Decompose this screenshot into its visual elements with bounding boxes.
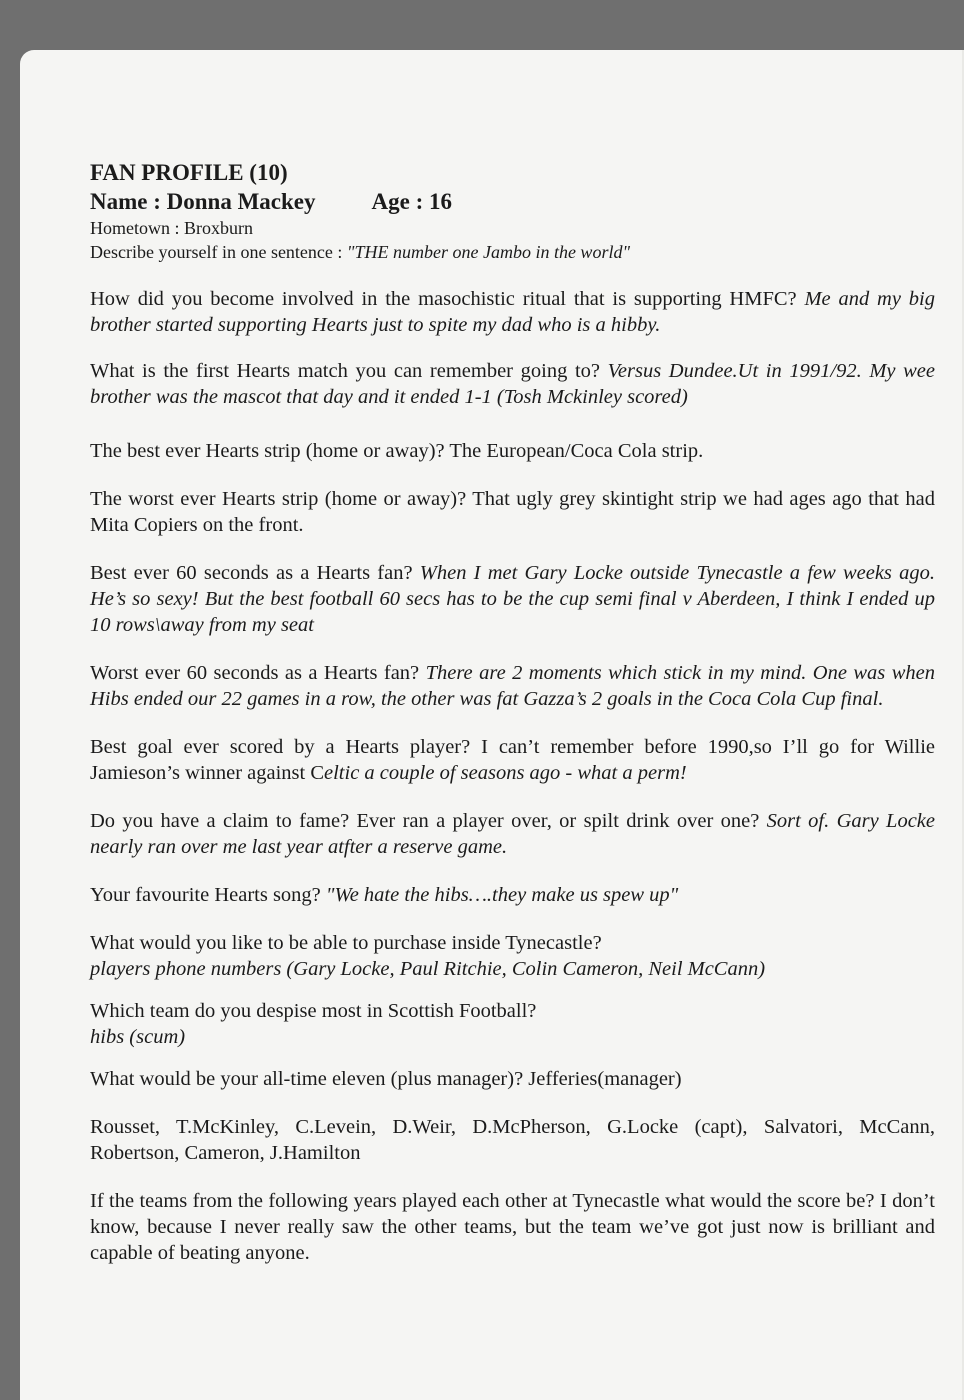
describe-question: Describe yourself in one sentence :	[90, 242, 347, 262]
answer: There are 2 moments which stick in my mind. One was when Hibs ended our 22 games in a row, the other was fat Gazza’s 2 goals in the Coca Cola Cup final.	[90, 662, 935, 710]
qa-item	[90, 882, 935, 908]
question: Which team do you despise most in Scottish Football?	[90, 1000, 537, 1022]
answer: When I met Gary Locke outside Tynecastle a few weeks ago. He’s so sexy! But the best football 60 secs has to be the cup semi final v Aberdeen, I think I ended up 10 rows\away from my seat	[90, 562, 935, 636]
qa-item	[90, 358, 935, 410]
qa-item	[90, 560, 935, 638]
qa-item	[90, 1188, 935, 1266]
qa-item	[90, 1066, 935, 1092]
describe-line	[90, 240, 935, 264]
question: If the teams from the following years played each other at Tynecastle what would the score be? I don’t know, because I never really saw the other teams, but the team we’ve got just now is brilliant and capable of beating anyone.	[90, 1190, 935, 1264]
question: How did you become involved in the masochistic ritual that is supporting HMFC?	[90, 288, 805, 310]
age-text: Age : 16	[371, 189, 452, 214]
team-list: Rousset, T.McKinley, C.Levein, D.Weir, D.McPherson, G.Locke (capt), Salvatori, McCann, Robertson, Cameron, J.Hamilton	[90, 1116, 935, 1164]
qa-item	[90, 808, 935, 860]
qa-item	[90, 734, 935, 786]
all-time-eleven	[90, 1114, 935, 1166]
answer: "We hate the hibs….they make us spew up"	[325, 884, 679, 906]
answer: Me and my big brother started supporting Hearts just to spite my dad who is a hibby.	[90, 288, 935, 336]
answer: Sort of. Gary Locke nearly ran over me last year atfter a reserve game.	[90, 810, 936, 858]
name-text: Name : Donna Mackey	[90, 189, 316, 214]
fan-profile-article	[90, 158, 935, 1266]
answer: hibs (scum)	[90, 1026, 186, 1048]
question: Best goal ever scored by a Hearts player? I can’t remember before 1990,so I’ll go for Willie Jamieson’s winner against C	[90, 736, 935, 784]
describe-answer: "THE number one Jambo in the world"	[346, 242, 631, 262]
qa-item	[90, 486, 935, 538]
question: What is the first Hearts match you can remember going to?	[90, 360, 608, 382]
question: What would you like to be able to purchase inside Tynecastle?	[90, 932, 602, 954]
qa-item	[90, 998, 935, 1050]
qa-item	[90, 930, 935, 982]
qa-item	[90, 660, 935, 712]
question: Worst ever 60 seconds as a Hearts fan?	[90, 662, 426, 684]
question: Best ever 60 seconds as a Hearts fan?	[90, 562, 420, 584]
answer: Versus Dundee.Ut in 1991/92. My wee brother was the mascot that day and it ended 1-1 (Tosh Mckinley scored)	[90, 360, 935, 408]
question: Do you have a claim to fame? Ever ran a player over, or spilt drink over one?	[90, 810, 767, 832]
magazine-page	[20, 50, 964, 1400]
article-title: FAN PROFILE (10)	[90, 160, 288, 185]
hometown: Hometown : Broxburn	[90, 218, 253, 238]
answer: players phone numbers (Gary Locke, Paul Ritchie, Colin Cameron, Neil McCann)	[90, 958, 766, 980]
question: What would be your all-time eleven (plus manager)? Jefferies(manager)	[90, 1068, 682, 1090]
answer: eltic a couple of seasons ago - what a perm!	[324, 762, 687, 784]
question: The worst ever Hearts strip (home or away)? That ugly grey skintight strip we had ages ago that had Mita Copiers on the front.	[90, 488, 935, 536]
qa-item	[90, 286, 935, 338]
name-age-line	[90, 187, 935, 216]
question: The best ever Hearts strip (home or away)? The European/Coca Cola strip.	[90, 440, 704, 462]
question: Your favourite Hearts song?	[90, 884, 326, 906]
qa-item	[90, 438, 935, 464]
